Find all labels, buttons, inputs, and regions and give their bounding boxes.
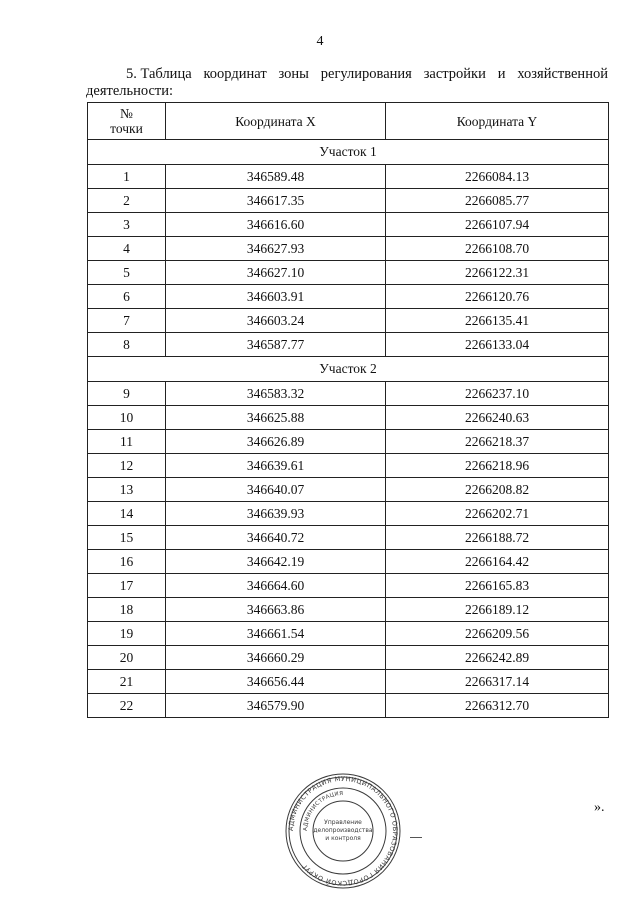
table-row xyxy=(88,598,609,622)
coordinate-y-cell: 2266189.12 xyxy=(386,598,609,622)
coordinate-x-cell: 346587.77 xyxy=(166,333,386,357)
coordinate-x-cell: 346640.07 xyxy=(166,478,386,502)
table-row xyxy=(88,406,609,430)
coordinate-y-cell: 2266122.31 xyxy=(386,261,609,285)
heading-word: хозяйственной xyxy=(517,66,608,82)
point-number-cell: 1 xyxy=(88,165,166,189)
coordinate-x-cell: 346603.91 xyxy=(166,285,386,309)
point-number-cell: 11 xyxy=(88,430,166,454)
svg-text:делопроизводства: делопроизводства xyxy=(313,827,373,834)
coordinate-x-cell: 346625.88 xyxy=(166,406,386,430)
svg-text:Управление: Управление xyxy=(324,819,362,826)
plot-title-row xyxy=(88,140,609,165)
page-number: 4 xyxy=(316,34,324,49)
table-row xyxy=(88,382,609,406)
svg-text:АДМИНИСТРАЦИЯ МУНИЦИПАЛЬНОГО О: АДМИНИСТРАЦИЯ МУНИЦИПАЛЬНОГО ОБРАЗОВАНИЯ ГОРОДСКОЙ ОКРУГ xyxy=(286,774,400,888)
table-row xyxy=(88,574,609,598)
coordinate-y-cell: 2266218.96 xyxy=(386,454,609,478)
coordinate-y-cell: 2266107.94 xyxy=(386,213,609,237)
coordinate-x-cell: 346639.61 xyxy=(166,454,386,478)
coordinate-y-cell: 2266240.63 xyxy=(386,406,609,430)
heading-word: и xyxy=(497,66,506,82)
coordinate-x-cell: 346603.24 xyxy=(166,309,386,333)
coordinate-y-cell: 2266164.42 xyxy=(386,550,609,574)
table-row xyxy=(88,454,609,478)
coordinate-y-cell: 2266237.10 xyxy=(386,382,609,406)
point-number-cell: 4 xyxy=(88,237,166,261)
table-row xyxy=(88,309,609,333)
table-row xyxy=(88,430,609,454)
point-number-cell: 19 xyxy=(88,622,166,646)
point-number-cell: 17 xyxy=(88,574,166,598)
table-row xyxy=(88,526,609,550)
table-row xyxy=(88,333,609,357)
heading-word: регулирования xyxy=(320,66,412,82)
table-row xyxy=(88,213,609,237)
coordinate-x-cell: 346627.10 xyxy=(166,261,386,285)
coordinate-x-cell: 346589.48 xyxy=(166,165,386,189)
svg-text:АДМИНИСТРАЦИЯ: АДМИНИСТРАЦИЯ xyxy=(302,790,344,832)
coordinate-y-cell: 2266209.56 xyxy=(386,622,609,646)
point-number-cell: 2 xyxy=(88,189,166,213)
coordinate-y-cell: 2266108.70 xyxy=(386,237,609,261)
coordinate-x-cell: 346660.29 xyxy=(166,646,386,670)
header-point-word: точки xyxy=(110,121,143,136)
coordinate-y-cell: 2266208.82 xyxy=(386,478,609,502)
coordinate-y-cell: 2266317.14 xyxy=(386,670,609,694)
table-row xyxy=(88,502,609,526)
point-number-cell: 15 xyxy=(88,526,166,550)
point-number-cell: 12 xyxy=(88,454,166,478)
coordinate-x-cell: 346642.19 xyxy=(166,550,386,574)
table-row xyxy=(88,189,609,213)
heading-word: 5. Таблица xyxy=(126,66,192,82)
point-number-cell: 7 xyxy=(88,309,166,333)
coordinate-x-cell: 346617.35 xyxy=(166,189,386,213)
coordinate-y-cell: 2266085.77 xyxy=(386,189,609,213)
point-number-cell: 8 xyxy=(88,333,166,357)
coordinate-y-cell: 2266084.13 xyxy=(386,165,609,189)
coordinate-y-cell: 2266312.70 xyxy=(386,694,609,718)
heading-word: координат xyxy=(203,66,267,82)
point-number-cell: 3 xyxy=(88,213,166,237)
point-number-cell: 22 xyxy=(88,694,166,718)
heading-line-2: деятельности: xyxy=(86,83,174,99)
table-row xyxy=(88,285,609,309)
coordinate-y-cell: 2266120.76 xyxy=(386,285,609,309)
heading-line-1 xyxy=(86,66,608,83)
point-number-cell: 16 xyxy=(88,550,166,574)
point-number-cell: 5 xyxy=(88,261,166,285)
table-row xyxy=(88,261,609,285)
coordinate-x-cell: 346663.86 xyxy=(166,598,386,622)
point-number-cell: 9 xyxy=(88,382,166,406)
table-row xyxy=(88,670,609,694)
coordinate-x-cell: 346640.72 xyxy=(166,526,386,550)
coordinate-x-cell: 346627.93 xyxy=(166,237,386,261)
table-row xyxy=(88,646,609,670)
coordinates-table xyxy=(87,102,609,718)
coordinate-x-cell: 346579.90 xyxy=(166,694,386,718)
coordinate-y-cell: 2266218.37 xyxy=(386,430,609,454)
coordinate-x-cell: 346664.60 xyxy=(166,574,386,598)
point-number-cell: 14 xyxy=(88,502,166,526)
heading-word: зоны xyxy=(278,66,309,82)
header-point-number xyxy=(88,103,166,140)
header-coordinate-x: Координата X xyxy=(166,103,386,140)
plot-title: Участок 1 xyxy=(88,140,609,165)
coordinate-y-cell: 2266188.72 xyxy=(386,526,609,550)
header-coordinate-y: Координата Y xyxy=(386,103,609,140)
point-number-cell: 10 xyxy=(88,406,166,430)
svg-text:и контроля: и контроля xyxy=(325,835,361,842)
table-heading xyxy=(86,66,608,100)
point-number-cell: 20 xyxy=(88,646,166,670)
coordinate-y-cell: 2266202.71 xyxy=(386,502,609,526)
coordinate-x-cell: 346626.89 xyxy=(166,430,386,454)
coordinate-x-cell: 346616.60 xyxy=(166,213,386,237)
coordinate-y-cell: 2266242.89 xyxy=(386,646,609,670)
point-number-cell: 21 xyxy=(88,670,166,694)
table-row xyxy=(88,550,609,574)
table-row xyxy=(88,165,609,189)
table-row xyxy=(88,478,609,502)
coordinate-x-cell: 346656.44 xyxy=(166,670,386,694)
table-row xyxy=(88,237,609,261)
coordinate-x-cell: 346583.32 xyxy=(166,382,386,406)
plot-title-row xyxy=(88,357,609,382)
coordinate-x-cell: 346639.93 xyxy=(166,502,386,526)
official-seal-stamp xyxy=(268,772,418,890)
heading-word: застройки xyxy=(423,66,486,82)
coordinate-y-cell: 2266135.41 xyxy=(386,309,609,333)
header-number-sign: № xyxy=(120,106,133,121)
point-number-cell: 13 xyxy=(88,478,166,502)
closing-quote-mark: ». xyxy=(594,800,605,815)
point-number-cell: 6 xyxy=(88,285,166,309)
coordinate-y-cell: 2266165.83 xyxy=(386,574,609,598)
point-number-cell: 18 xyxy=(88,598,166,622)
coordinate-y-cell: 2266133.04 xyxy=(386,333,609,357)
coordinate-x-cell: 346661.54 xyxy=(166,622,386,646)
table-header-row xyxy=(88,103,609,140)
table-row xyxy=(88,622,609,646)
table-row xyxy=(88,694,609,718)
plot-title: Участок 2 xyxy=(88,357,609,382)
